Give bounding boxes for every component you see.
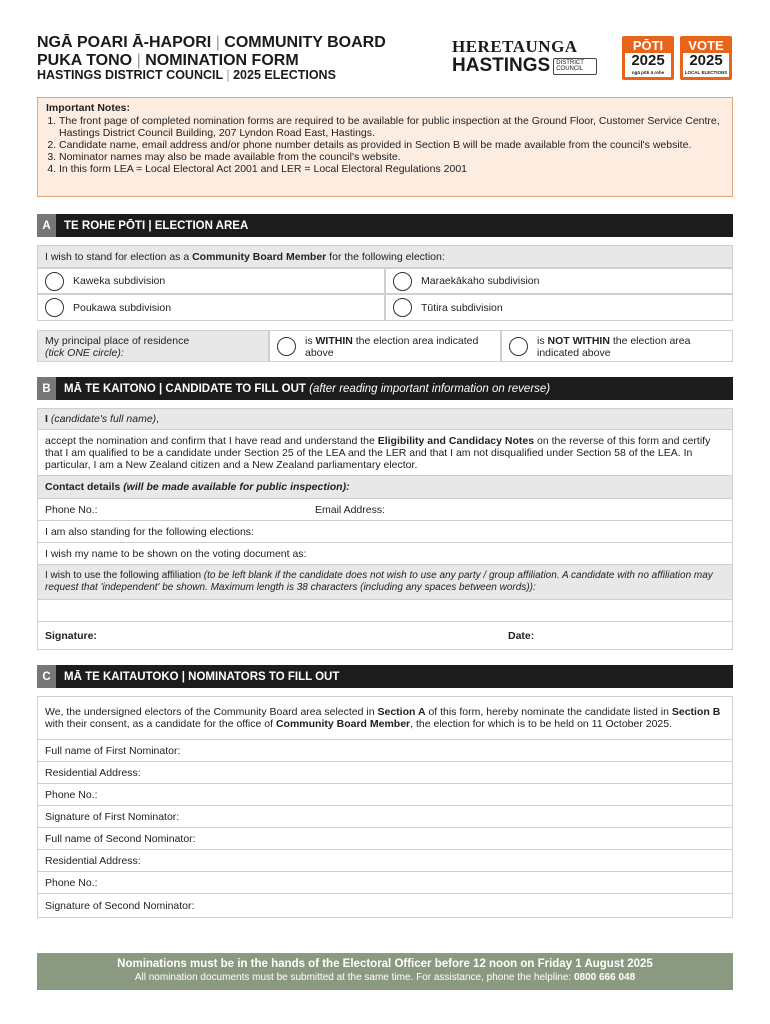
radio-circle[interactable] bbox=[393, 272, 412, 291]
phone-field[interactable]: Phone No.: bbox=[45, 503, 98, 516]
signature-field[interactable]: Signature: bbox=[45, 629, 97, 642]
radio-circle[interactable] bbox=[45, 272, 64, 291]
radio-circle[interactable] bbox=[393, 298, 412, 317]
option-kaweka[interactable]: Kaweka subdivision bbox=[37, 268, 385, 294]
deadline-footer: Nominations must be in the hands of the Electoral Officer before 12 noon on Friday 1 August 2025 All nomination documents must be submitted at the same time. For assistance, phone the helpline: 0800 666 048 bbox=[37, 953, 733, 990]
name-shown-field[interactable]: I wish my name to be shown on the voting document as: bbox=[37, 543, 733, 565]
note-item: 1. The front page of completed nomination forms are required to be available for public inspection at the Ground Floor, Customer Service Centre, Hastings District Council Building, 207 Lyndon Road East, Hastings. bbox=[59, 115, 724, 139]
radio-circle[interactable] bbox=[277, 337, 296, 356]
candidate-name-field[interactable]: I (candidate's full name), bbox=[37, 408, 733, 430]
candidate-declaration: accept the nomination and confirm that I have read and understand the Eligibility and Candidacy Notes on the reverse of this form and certify that I am qualified to be a candidate under Section 25 of the LEA and the LER and that I am not disqualified under Section 58 of the LEA. In particular, I am a New Zealand citizen and a New Zealand parliamentary elector. bbox=[37, 430, 733, 476]
contact-row bbox=[37, 499, 733, 521]
email-field[interactable]: Email Address: bbox=[315, 503, 386, 516]
important-notes: Important Notes: 1. The front page of completed nomination forms are required to be available for public inspection at the Ground Floor, Customer Service Centre, Hastings District Council Building, 207 Lyndon Road East, Hastings. 2. Candidate name, email address and/or phone number details as provided in Section B will be made available from the council's website. 3. Nominator names may also be made available from the council's website. 4. In this form LEA = Local Electoral Act 2001 and LER = Local Electoral Regulations 2001 bbox=[37, 97, 733, 197]
note-item: 3. Nominator names may also be made available from the council's website. bbox=[59, 151, 724, 163]
second-nominator-address[interactable]: Residential Address: bbox=[37, 850, 733, 872]
first-nominator-address[interactable]: Residential Address: bbox=[37, 762, 733, 784]
residence-not-within[interactable]: is NOT WITHIN the election area indicated above bbox=[501, 330, 733, 362]
council-logo: HERETAUNGA HASTINGS DISTRICT COUNCIL bbox=[452, 38, 597, 78]
first-nominator-phone[interactable]: Phone No.: bbox=[37, 784, 733, 806]
note-item: 4. In this form LEA = Local Electoral Act 2001 and LER = Local Electoral Regulations 2001 bbox=[59, 163, 724, 175]
signature-row bbox=[37, 622, 733, 650]
form-title: NGĀ POARI Ā-HAPORI | COMMUNITY BOARD PUKA TONO | NOMINATION FORM bbox=[37, 34, 386, 69]
affiliation-input[interactable] bbox=[37, 600, 733, 622]
election-intro: I wish to stand for election as a Community Board Member for the following election: bbox=[37, 245, 733, 268]
vote-2025-logo: VOTE 2025 LOCAL ELECTIONS bbox=[680, 36, 732, 80]
second-nominator-signature[interactable]: Signature of Second Nominator: bbox=[37, 894, 733, 918]
second-nominator-phone[interactable]: Phone No.: bbox=[37, 872, 733, 894]
note-item: 2. Candidate name, email address and/or phone number details as provided in Section B will be made available from the council's website. bbox=[59, 139, 724, 151]
date-field[interactable]: Date: bbox=[508, 629, 535, 642]
nominators-intro: We, the undersigned electors of the Community Board area selected in Section A of this form, hereby nominate the candidate listed in Section B with their consent, as a candidate for the office of Community Board Member, the election for which is to be held on 11 October 2025. bbox=[37, 696, 733, 740]
contact-details-label: Contact details (will be made available for public inspection): bbox=[37, 476, 733, 499]
residence-label: My principal place of residence (tick ONE circle): bbox=[37, 330, 269, 362]
poti-2025-logo: PŌTI 2025 ngā pōti ā rohe bbox=[622, 36, 674, 80]
option-poukawa[interactable]: Poukawa subdivision bbox=[37, 294, 385, 321]
first-nominator-signature[interactable]: Signature of First Nominator: bbox=[37, 806, 733, 828]
section-b-header: B MĀ TE KAITONO | CANDIDATE TO FILL OUT (after reading important information on reverse) bbox=[37, 377, 733, 400]
affiliation-label: I wish to use the following affiliation (to be left blank if the candidate does not wish to use any party / group affiliation. A candidate with no affiliation may request that 'independent' be shown. Maximum length is 38 characters (including any spaces between words)): bbox=[37, 565, 733, 600]
form-subtitle: HASTINGS DISTRICT COUNCIL | 2025 ELECTIONS bbox=[37, 68, 336, 82]
radio-circle[interactable] bbox=[509, 337, 528, 356]
option-tutira[interactable]: Tūtira subdivision bbox=[385, 294, 733, 321]
second-nominator-name[interactable]: Full name of Second Nominator: bbox=[37, 828, 733, 850]
first-nominator-name[interactable]: Full name of First Nominator: bbox=[37, 740, 733, 762]
also-standing-field[interactable]: I am also standing for the following elections: bbox=[37, 521, 733, 543]
residence-within[interactable]: is WITHIN the election area indicated above bbox=[269, 330, 501, 362]
section-c-header: C MĀ TE KAITAUTOKO | NOMINATORS TO FILL OUT bbox=[37, 665, 733, 688]
radio-circle[interactable] bbox=[45, 298, 64, 317]
option-maraekakaho[interactable]: Maraekākaho subdivision bbox=[385, 268, 733, 294]
section-a-header: A TE ROHE PŌTI | ELECTION AREA bbox=[37, 214, 733, 237]
